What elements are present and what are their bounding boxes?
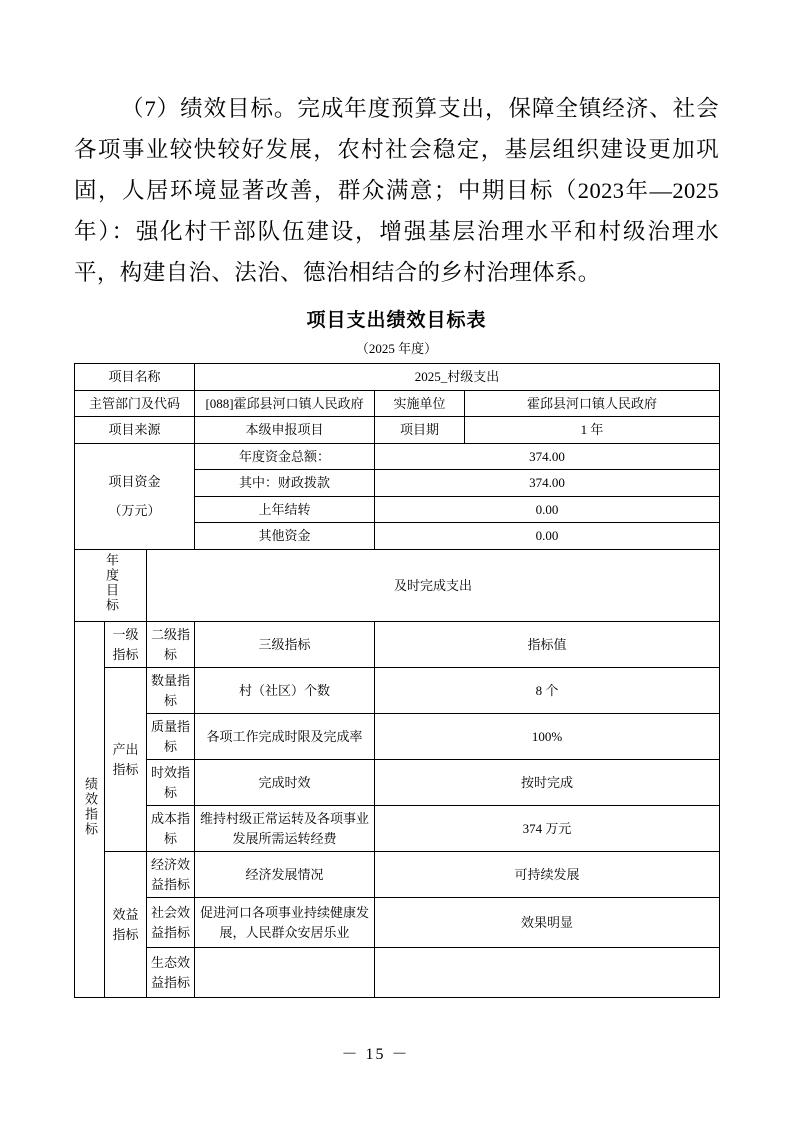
funds-label: [75, 443, 195, 549]
performance-indicator-label-text: 绩效指标: [82, 776, 98, 837]
fund-item-name: 上年结转: [195, 496, 375, 523]
output-indicator-label: 产出指标: [105, 668, 147, 852]
indicator-level2: 质量指标: [147, 714, 195, 760]
annual-goal-label-text: 年度目标: [103, 552, 119, 613]
period-label: 项目期: [375, 417, 465, 444]
indicator-level3: 村（社区）个数: [195, 668, 375, 714]
indicator-value: 可持续发展: [375, 852, 720, 898]
performance-target-table: [74, 363, 720, 998]
page-number: － 15 －: [341, 1046, 410, 1063]
indicator-value: 8 个: [375, 668, 720, 714]
indicator-level2: 经济效益指标: [147, 852, 195, 898]
table-row: [75, 948, 720, 998]
indicator-value: 效果明显: [375, 898, 720, 948]
indicator-value: 100%: [375, 714, 720, 760]
indicator-level2: 数量指标: [147, 668, 195, 714]
fund-item-value: 374.00: [375, 470, 720, 497]
benefit-indicator-label: 效益指标: [105, 852, 147, 998]
fund-item-value: 0.00: [375, 496, 720, 523]
project-name-value: 2025_村级支出: [195, 364, 720, 391]
indicator-level3: 完成时效: [195, 760, 375, 806]
table-row: [75, 549, 720, 622]
funds-label-text: 项目资金: [108, 473, 161, 489]
source-value: 本级申报项目: [195, 417, 375, 444]
source-label: 项目来源: [75, 417, 195, 444]
table-subtitle: （2025 年度）: [355, 341, 438, 356]
body-paragraph: （7）绩效目标。完成年度预算支出，保障全镇经济、社会各项事业较快较好发展，农村社会稳定，基层组织建设更加巩固，人居环境显著改善，群众满意；中期目标（2023年—2025年）：强化村干部队伍建设，增强基层治理水平和村级治理水平，构建自治、法治、德治相结合的乡村治理体系。: [74, 96, 719, 285]
fund-item-value: 374.00: [375, 443, 720, 470]
indicator-level3: 各项工作完成时限及完成率: [195, 714, 375, 760]
header-value: 指标值: [375, 622, 720, 668]
table-title: 项目支出绩效目标表: [306, 310, 487, 331]
implement-value: 霍邱县河口镇人民政府: [465, 390, 720, 417]
annual-goal-value: 及时完成支出: [147, 549, 720, 622]
table-row: [75, 364, 720, 391]
indicator-level2: 时效指标: [147, 760, 195, 806]
fund-item-value: 0.00: [375, 523, 720, 550]
indicator-value: [375, 948, 720, 998]
fund-item-name: 其中：财政拨款: [195, 470, 375, 497]
indicator-level2: 成本指标: [147, 806, 195, 852]
fund-item-name: 年度资金总额：: [195, 443, 375, 470]
dept-label: 主管部门及代码: [75, 390, 195, 417]
dept-value: [088]霍邱县河口镇人民政府: [195, 390, 375, 417]
implement-label: 实施单位: [375, 390, 465, 417]
performance-indicator-label: [75, 622, 105, 998]
header-level1: 一级指标: [105, 622, 147, 668]
table-row: [75, 760, 720, 806]
table-row: [75, 852, 720, 898]
indicator-level3: [195, 948, 375, 998]
annual-goal-label: [75, 549, 147, 622]
table-row: [75, 443, 720, 470]
table-row: [75, 390, 720, 417]
project-name-label: 项目名称: [75, 364, 195, 391]
indicator-level3: 维持村级正常运转及各项事业发展所需运转经费: [195, 806, 375, 852]
table-row: [75, 622, 720, 668]
table-row: [75, 806, 720, 852]
funds-unit-text: （万元）: [108, 503, 161, 518]
header-level3: 三级指标: [195, 622, 375, 668]
table-row: [75, 714, 720, 760]
indicator-level3: 促进河口各项事业持续健康发展，人民群众安居乐业: [195, 898, 375, 948]
indicator-value: 374 万元: [375, 806, 720, 852]
period-value: 1 年: [465, 417, 720, 444]
table-row: [75, 668, 720, 714]
indicator-level3: 经济发展情况: [195, 852, 375, 898]
page-footer: [0, 1041, 793, 1064]
fund-item-name: 其他资金: [195, 523, 375, 550]
indicator-level2: 社会效益指标: [147, 898, 195, 948]
header-level2: 二级指标: [147, 622, 195, 668]
table-row: [75, 417, 720, 444]
indicator-value: 按时完成: [375, 760, 720, 806]
table-row: [75, 898, 720, 948]
indicator-level2: 生态效益指标: [147, 948, 195, 998]
